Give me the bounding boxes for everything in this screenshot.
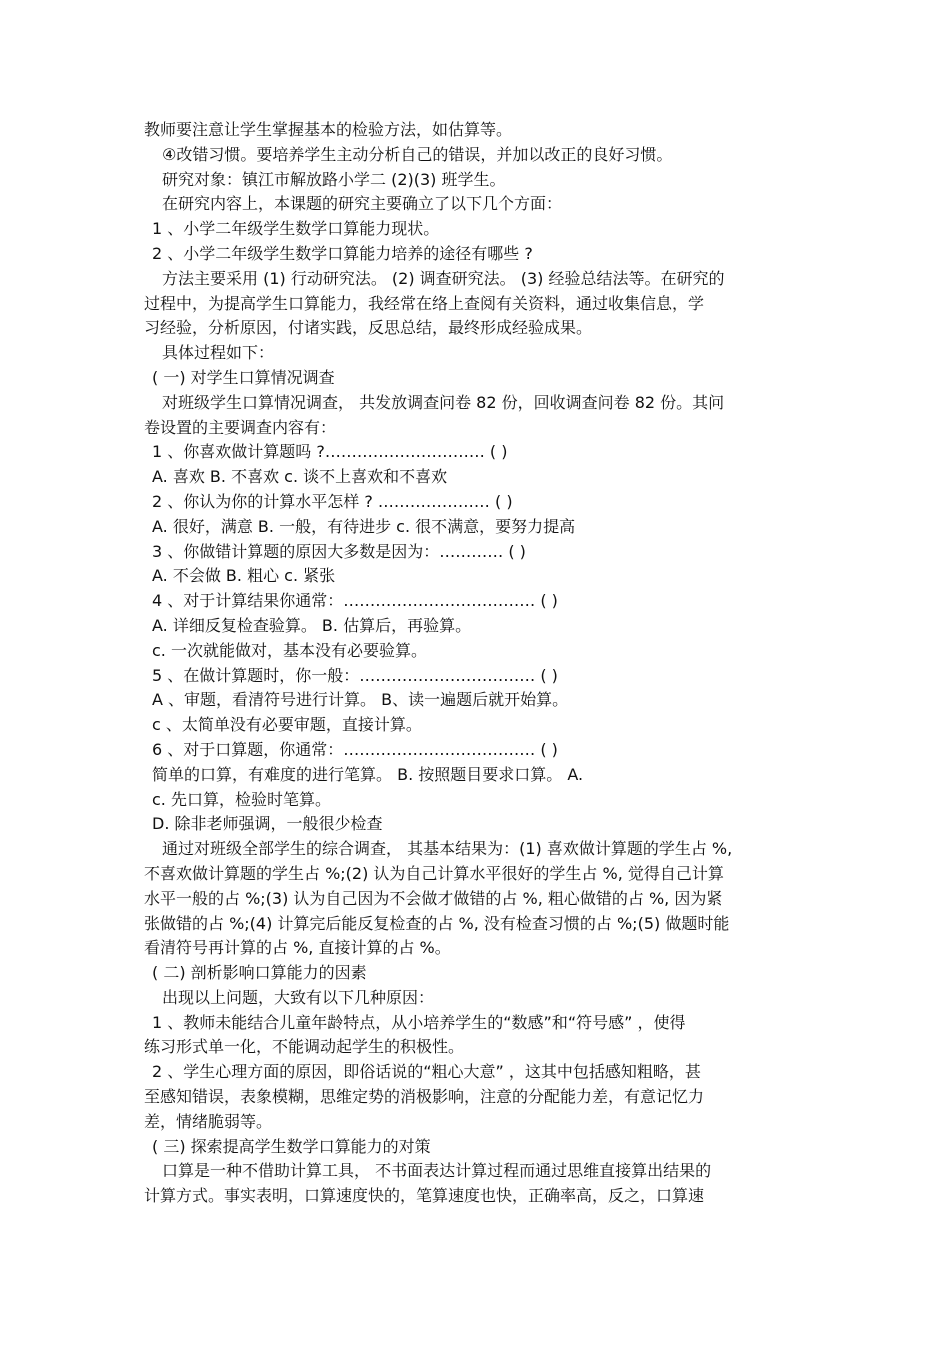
- text-line: ( 二) 剖析影响口算能力的因素: [152, 963, 367, 983]
- text-line: A. 详细反复检查验算。 B. 估算后，再验算。: [152, 615, 472, 635]
- text-line: 1 、教师未能结合儿童年龄特点，从小培养学生的“数感”和“符号感” ，使得: [152, 1012, 686, 1032]
- text-line: 卷设置的主要调查内容有：: [144, 417, 337, 437]
- text-line: c. 一次就能做对，基本没有必要验算。: [152, 640, 427, 660]
- text-line: 3 、你做错计算题的原因大多数是因为：………… ( ): [152, 541, 526, 561]
- text-line: ( 三) 探索提高学生数学口算能力的对策: [152, 1136, 431, 1156]
- text-line: 具体过程如下：: [162, 343, 275, 363]
- text-line: 简单的口算，有难度的进行笔算。 B. 按照题目要求口算。 A.: [152, 764, 584, 784]
- text-line: 1 、小学二年级学生数学口算能力现状。: [152, 219, 440, 239]
- text-line: ④改错习惯。要培养学生主动分析自己的错误，并加以改正的良好习惯。: [162, 144, 673, 164]
- text-line: 研究对象：镇江市解放路小学二 (2)(3) 班学生。: [162, 169, 506, 189]
- text-line: A. 喜欢 B. 不喜欢 c. 谈不上喜欢和不喜欢: [152, 467, 448, 487]
- text-line: 在研究内容上，本课题的研究主要确立了以下几个方面：: [162, 194, 563, 214]
- text-line: 2 、学生心理方面的原因，即俗话说的“粗心大意” ，这其中包括感知粗略，甚: [152, 1062, 701, 1082]
- text-line: 对班级学生口算情况调查， 共发放调查问卷 82 份，回收调查问卷 82 份。其问: [162, 392, 725, 412]
- text-line: 不喜欢做计算题的学生占 %;(2) 认为自己计算水平很好的学生占 %, 觉得自己计算: [144, 863, 724, 883]
- document-body: [144, 118, 808, 1209]
- text-line: 看清符号再计算的占 %, 直接计算的占 %。: [144, 938, 451, 958]
- text-line: 4 、对于计算结果你通常：……………………………… ( ): [152, 591, 558, 611]
- text-line: A 、审题，看清符号进行计算。 B、读一遍题后就开始算。: [152, 690, 569, 710]
- text-line: 出现以上问题，大致有以下几种原因：: [162, 987, 435, 1007]
- text-line: 1 、你喜欢做计算题吗 ?………………………… ( ): [152, 442, 508, 462]
- text-line: 2 、小学二年级学生数学口算能力培养的途径有哪些 ?: [152, 243, 533, 263]
- text-line: 习经验，分析原因，付诸实践，反思总结，最终形成经验成果。: [144, 318, 593, 338]
- text-line: 练习形式单一化，不能调动起学生的积极性。: [144, 1037, 465, 1057]
- text-line: 水平一般的占 %;(3) 认为自己因为不会做才做错的占 %, 粗心做错的占 %, 因为紧: [144, 888, 723, 908]
- text-line: 差，情绪脆弱等。: [144, 1111, 273, 1131]
- text-line: 5 、在做计算题时，你一般：…………………………… ( ): [152, 665, 558, 685]
- text-line: 过程中，为提高学生口算能力，我经常在络上查阅有关资料，通过收集信息，学: [144, 293, 705, 313]
- text-line: 口算是一种不借助计算工具， 不书面表达计算过程而通过思维直接算出结果的: [162, 1161, 712, 1181]
- text-line: D. 除非老师强调，一般很少检查: [152, 814, 383, 834]
- text-line: c 、太简单没有必要审题，直接计算。: [152, 715, 422, 735]
- text-line: 教师要注意让学生掌握基本的检验方法，如估算等。: [144, 120, 513, 139]
- text-line: A. 很好，满意 B. 一般，有待进步 c. 很不满意，要努力提高: [152, 516, 576, 536]
- text-line: 张做错的占 %;(4) 计算完后能反复检查的占 %, 没有检查习惯的占 %;(5) 做题时能: [144, 913, 730, 933]
- text-line: 6 、对于口算题，你通常：……………………………… ( ): [152, 739, 558, 759]
- text-line: 2 、你认为你的计算水平怎样 ? ………………… ( ): [152, 491, 513, 511]
- text-line: 方法主要采用 (1) 行动研究法。 (2) 调查研究法。 (3) 经验总结法等。在研究的: [162, 268, 725, 288]
- text-line: 计算方式。事实表明，口算速度快的，笔算速度也快，正确率高，反之，口算速: [144, 1186, 705, 1206]
- text-line: c. 先口算，检验时笔算。: [152, 789, 331, 809]
- text-line: 通过对班级全部学生的综合调查， 其基本结果为：(1) 喜欢做计算题的学生占 %,: [162, 839, 733, 859]
- text-line: A. 不会做 B. 粗心 c. 紧张: [152, 566, 336, 586]
- text-line: 至感知错误，表象模糊，思维定势的消极影响，注意的分配能力差，有意记忆力: [144, 1087, 705, 1107]
- text-line: ( 一) 对学生口算情况调查: [152, 367, 335, 387]
